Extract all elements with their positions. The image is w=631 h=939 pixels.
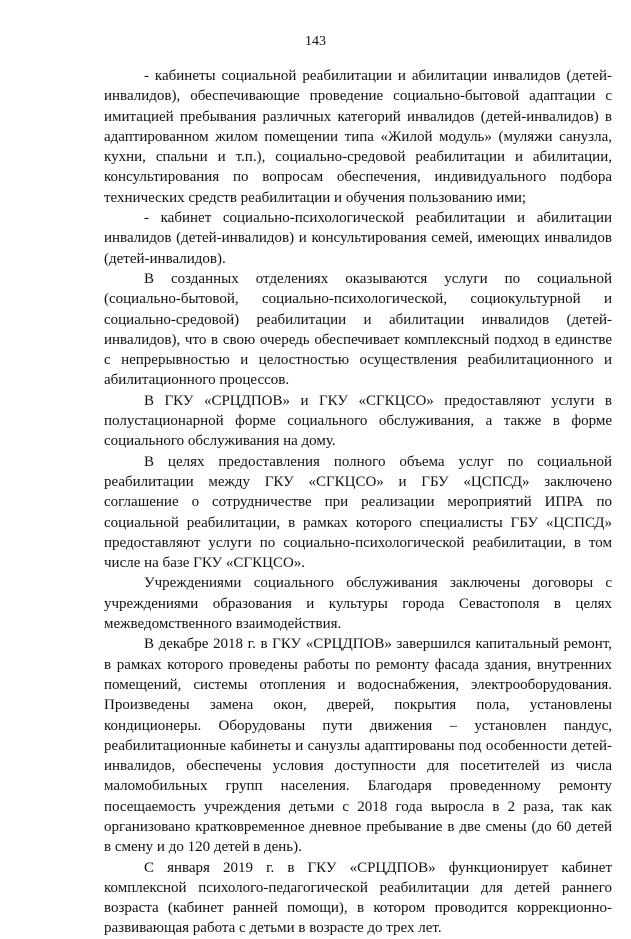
paragraph: В декабре 2018 г. в ГКУ «СРЦДПОВ» завершился капитальный ремонт, в рамках которого проведены работы по ремонту фасада здания, внутренних помещений, системы отопления и водоснабжения, электрооборудования. Произведены замена окон, дверей, покрытия пола, установлены кондиционеры. Оборудованы пути движения – установлен пандус, реабилитационные кабинеты и санузлы адаптированы под особенности детей-инвалидов, обеспечены условия доступности для посетителей из числа маломобильных групп населения. Благодаря проведенному ремонту посещаемость учреждения детьми с 2018 года выросла в 2 раза, так как организовано кратковременное дневное пребывание в две смены (до 60 детей в смену и до 120 детей в день). (104, 636, 612, 856)
paragraph: Учреждениями социального обслуживания заключены договоры с учреждениями образования и культуры города Севастополя в целях межведомственного взаимодействия. (104, 575, 612, 633)
paragraph: - кабинеты социальной реабилитации и абилитации инвалидов (детей-инвалидов), обеспечивающие проведение социально-бытовой адаптации с имитацией пребывания различных категорий инвалидов (детей-инвалидов) в адаптированном жилом помещении типа «Жилой модуль» (муляжи санузла, кухни, спальни и т.п.), социально-средовой реабилитации и абилитации, консультирования по вопросам обеспечения, индивидуального подбора технических средств реабилитации и обучения пользованию ими; (104, 68, 612, 206)
body-text (104, 66, 612, 939)
page-number: 143 (305, 34, 326, 49)
paragraph: В ГКУ «СРЦДПОВ» и ГКУ «СГКЦСО» предоставляют услуги в полустационарной форме социального обслуживания, а также в форме социального обслуживания на дому. (104, 392, 612, 450)
paragraph: С января 2019 г. в ГКУ «СРЦДПОВ» функционирует кабинет комплексной психолого-педагогической реабилитации для детей раннего возраста (кабинет ранней помощи), в котором проводится коррекционно-развивающая работа с детьми в возрасте до трех лет. (104, 859, 612, 937)
paragraph: В созданных отделениях оказываются услуги по социальной (социально-бытовой, социально-психологической, социокультурной и социально-средовой) реабилитации и абилитации инвалидов (детей-инвалидов), что в свою очередь обеспечивает комплексный подход в единстве с непрерывностью и целостностью осуществления реабилитационного и абилитационного процессов. (104, 270, 612, 389)
paragraph: В целях предоставления полного объема услуг по социальной реабилитации между ГКУ «СГКЦСО» и ГБУ «ЦСПСД» заключено соглашение о сотрудничестве при реализации мероприятий ИПРА по социальной реабилитации, в рамках которого специалисты ГБУ «ЦСПСД» предоставляют услуги по социально-психологической реабилитации, в том числе на базе ГКУ «СГКЦСО». (104, 453, 612, 572)
paragraph: - кабинет социально-психологической реабилитации и абилитации инвалидов (детей-инвалидов) и консультирования семей, имеющих инвалидов (детей-инвалидов). (104, 210, 612, 267)
